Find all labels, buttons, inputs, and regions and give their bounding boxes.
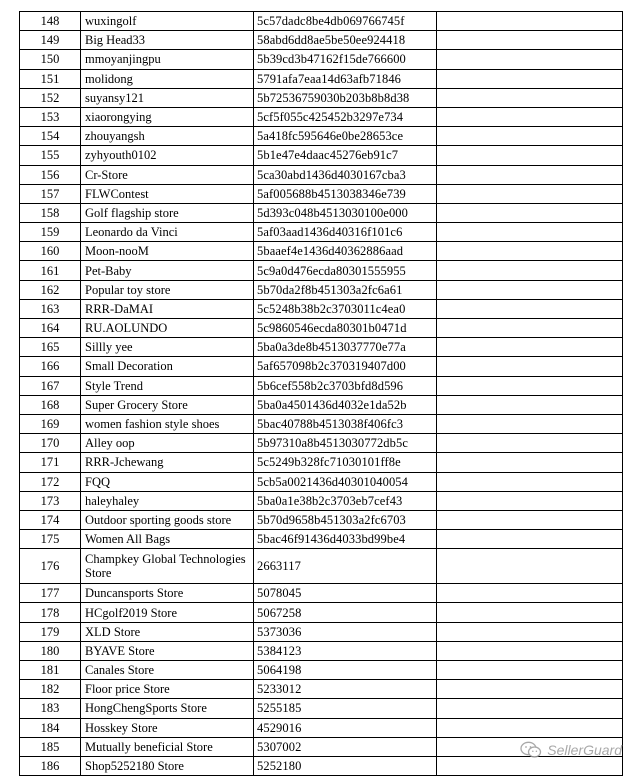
empty-cell	[437, 661, 623, 680]
store-id: 5255185	[254, 699, 437, 718]
table-row	[20, 584, 623, 603]
store-name: Golf flagship store	[81, 203, 254, 222]
row-number: 160	[20, 242, 81, 261]
store-id: 5c5248b38b2c3703011c4ea0	[254, 299, 437, 318]
table-row	[20, 622, 623, 641]
store-id: 5307002	[254, 737, 437, 756]
empty-cell	[437, 338, 623, 357]
table-row	[20, 756, 623, 775]
store-id: 5ba0a4501436d4032e1da52b	[254, 395, 437, 414]
row-number: 185	[20, 737, 81, 756]
store-id: 5b72536759030b203b8b8d38	[254, 88, 437, 107]
store-id: 58abd6dd8ae5be50ee924418	[254, 31, 437, 50]
store-id: 5c5249b328fc71030101ff8e	[254, 453, 437, 472]
store-name: Leonardo da Vinci	[81, 223, 254, 242]
table-row	[20, 12, 623, 31]
row-number: 168	[20, 395, 81, 414]
store-id: 5af657098b2c370319407d00	[254, 357, 437, 376]
empty-cell	[437, 184, 623, 203]
empty-cell	[437, 718, 623, 737]
row-number: 158	[20, 203, 81, 222]
table-row	[20, 641, 623, 660]
row-number: 176	[20, 549, 81, 584]
store-id: 5a418fc595646e0be28653ce	[254, 127, 437, 146]
row-number: 178	[20, 603, 81, 622]
row-number: 170	[20, 434, 81, 453]
empty-cell	[437, 88, 623, 107]
empty-cell	[437, 453, 623, 472]
row-number: 180	[20, 641, 81, 660]
store-name: zyhyouth0102	[81, 146, 254, 165]
empty-cell	[437, 50, 623, 69]
empty-cell	[437, 12, 623, 31]
store-name: FQQ	[81, 472, 254, 491]
table-row	[20, 261, 623, 280]
empty-cell	[437, 622, 623, 641]
store-id: 5233012	[254, 680, 437, 699]
empty-cell	[437, 146, 623, 165]
store-name: HongChengSports Store	[81, 699, 254, 718]
empty-cell	[437, 395, 623, 414]
empty-cell	[437, 376, 623, 395]
table-row	[20, 549, 623, 584]
row-number: 184	[20, 718, 81, 737]
store-name: Big Head33	[81, 31, 254, 50]
store-table-body	[20, 12, 623, 776]
store-name: Super Grocery Store	[81, 395, 254, 414]
table-row	[20, 510, 623, 529]
store-id: 5b6cef558b2c3703bfd8d596	[254, 376, 437, 395]
table-row	[20, 184, 623, 203]
empty-cell	[437, 603, 623, 622]
store-id: 2663117	[254, 549, 437, 584]
store-name: Outdoor sporting goods store	[81, 510, 254, 529]
empty-cell	[437, 414, 623, 433]
table-row	[20, 69, 623, 88]
row-number: 169	[20, 414, 81, 433]
table-row	[20, 661, 623, 680]
watermark-text: SellerGuard	[547, 742, 622, 758]
row-number: 157	[20, 184, 81, 203]
empty-cell	[437, 434, 623, 453]
empty-cell	[437, 69, 623, 88]
store-name: Floor price Store	[81, 680, 254, 699]
row-number: 154	[20, 127, 81, 146]
store-id: 5b70d9658b451303a2fc6703	[254, 510, 437, 529]
table-row	[20, 453, 623, 472]
table-row	[20, 376, 623, 395]
table-row	[20, 146, 623, 165]
row-number: 167	[20, 376, 81, 395]
row-number: 179	[20, 622, 81, 641]
table-row	[20, 699, 623, 718]
store-id: 5af005688b4513038346e739	[254, 184, 437, 203]
store-id: 5384123	[254, 641, 437, 660]
store-name: molidong	[81, 69, 254, 88]
table-row	[20, 491, 623, 510]
watermark	[520, 741, 622, 759]
row-number: 181	[20, 661, 81, 680]
store-name: BYAVE Store	[81, 641, 254, 660]
store-name: XLD Store	[81, 622, 254, 641]
table-row	[20, 242, 623, 261]
store-id: 5373036	[254, 622, 437, 641]
table-row	[20, 165, 623, 184]
row-number: 174	[20, 510, 81, 529]
table-row	[20, 718, 623, 737]
empty-cell	[437, 549, 623, 584]
store-id: 5064198	[254, 661, 437, 680]
store-name: Champkey Global Technologies Store	[81, 549, 254, 584]
store-name: Duncansports Store	[81, 584, 254, 603]
store-name: HCgolf2019 Store	[81, 603, 254, 622]
empty-cell	[437, 472, 623, 491]
store-name: RRR-Jchewang	[81, 453, 254, 472]
table-row	[20, 88, 623, 107]
empty-cell	[437, 280, 623, 299]
store-id: 5252180	[254, 756, 437, 775]
empty-cell	[437, 165, 623, 184]
store-name: Moon-nooM	[81, 242, 254, 261]
store-name: xiaorongying	[81, 107, 254, 126]
store-name: Pet-Baby	[81, 261, 254, 280]
row-number: 175	[20, 530, 81, 549]
store-name: wuxingolf	[81, 12, 254, 31]
row-number: 161	[20, 261, 81, 280]
empty-cell	[437, 319, 623, 338]
empty-cell	[437, 299, 623, 318]
empty-cell	[437, 242, 623, 261]
row-number: 177	[20, 584, 81, 603]
empty-cell	[437, 107, 623, 126]
store-id: 4529016	[254, 718, 437, 737]
store-name: Women All Bags	[81, 530, 254, 549]
empty-cell	[437, 357, 623, 376]
empty-cell	[437, 530, 623, 549]
table-row	[20, 127, 623, 146]
store-id: 5baaef4e1436d40362886aad	[254, 242, 437, 261]
row-number: 148	[20, 12, 81, 31]
empty-cell	[437, 223, 623, 242]
table-row	[20, 395, 623, 414]
store-id: 5d393c048b4513030100e000	[254, 203, 437, 222]
store-name: haleyhaley	[81, 491, 254, 510]
store-id: 5c9860546ecda80301b0471d	[254, 319, 437, 338]
store-name: Popular toy store	[81, 280, 254, 299]
empty-cell	[437, 756, 623, 775]
empty-cell	[437, 584, 623, 603]
store-id: 5078045	[254, 584, 437, 603]
table-row	[20, 280, 623, 299]
store-id: 5c9a0d476ecda80301555955	[254, 261, 437, 280]
table-row	[20, 319, 623, 338]
store-id: 5b70da2f8b451303a2fc6a61	[254, 280, 437, 299]
row-number: 163	[20, 299, 81, 318]
table-row	[20, 414, 623, 433]
row-number: 183	[20, 699, 81, 718]
store-id: 5ba0a1e38b2c3703eb7cef43	[254, 491, 437, 510]
store-name: Cr-Store	[81, 165, 254, 184]
empty-cell	[437, 680, 623, 699]
store-id: 5791afa7eaa14d63afb71846	[254, 69, 437, 88]
row-number: 155	[20, 146, 81, 165]
store-id: 5067258	[254, 603, 437, 622]
table-row	[20, 530, 623, 549]
store-name: Canales Store	[81, 661, 254, 680]
empty-cell	[437, 203, 623, 222]
row-number: 182	[20, 680, 81, 699]
row-number: 165	[20, 338, 81, 357]
store-name: suyansy121	[81, 88, 254, 107]
row-number: 151	[20, 69, 81, 88]
empty-cell	[437, 127, 623, 146]
table-row	[20, 680, 623, 699]
store-name: Style Trend	[81, 376, 254, 395]
row-number: 166	[20, 357, 81, 376]
store-id: 5b39cd3b47162f15de766600	[254, 50, 437, 69]
row-number: 162	[20, 280, 81, 299]
empty-cell	[437, 261, 623, 280]
row-number: 171	[20, 453, 81, 472]
store-id: 5c57dadc8be4db069766745f	[254, 12, 437, 31]
empty-cell	[437, 31, 623, 50]
store-id: 5ca30abd1436d4030167cba3	[254, 165, 437, 184]
store-name: Shop5252180 Store	[81, 756, 254, 775]
row-number: 186	[20, 756, 81, 775]
table-row	[20, 50, 623, 69]
store-name: mmoyanjingpu	[81, 50, 254, 69]
row-number: 152	[20, 88, 81, 107]
store-name: women fashion style shoes	[81, 414, 254, 433]
row-number: 149	[20, 31, 81, 50]
row-number: 150	[20, 50, 81, 69]
store-name: Hosskey Store	[81, 718, 254, 737]
row-number: 172	[20, 472, 81, 491]
row-number: 156	[20, 165, 81, 184]
table-row	[20, 603, 623, 622]
store-name: zhouyangsh	[81, 127, 254, 146]
store-id: 5bac46f91436d4033bd99be4	[254, 530, 437, 549]
table-row	[20, 299, 623, 318]
table-row	[20, 31, 623, 50]
table-row	[20, 357, 623, 376]
store-id: 5b1e47e4daac45276eb91c7	[254, 146, 437, 165]
row-number: 153	[20, 107, 81, 126]
empty-cell	[437, 641, 623, 660]
store-id: 5ba0a3de8b4513037770e77a	[254, 338, 437, 357]
empty-cell	[437, 510, 623, 529]
store-name: FLWContest	[81, 184, 254, 203]
table-row	[20, 338, 623, 357]
table-row	[20, 203, 623, 222]
empty-cell	[437, 699, 623, 718]
table-row	[20, 107, 623, 126]
store-name: RRR-DaMAI	[81, 299, 254, 318]
store-id: 5af03aad1436d40316f101c6	[254, 223, 437, 242]
store-name: Sillly yee	[81, 338, 254, 357]
row-number: 173	[20, 491, 81, 510]
store-name: RU.AOLUNDO	[81, 319, 254, 338]
empty-cell	[437, 491, 623, 510]
row-number: 159	[20, 223, 81, 242]
table-row	[20, 434, 623, 453]
table-row	[20, 472, 623, 491]
row-number: 164	[20, 319, 81, 338]
store-name: Mutually beneficial Store	[81, 737, 254, 756]
store-table	[19, 11, 623, 776]
wechat-icon	[520, 741, 542, 759]
store-id: 5bac40788b4513038f406fc3	[254, 414, 437, 433]
store-id: 5cf5f055c425452b3297e734	[254, 107, 437, 126]
store-id: 5b97310a8b4513030772db5c	[254, 434, 437, 453]
store-name: Small Decoration	[81, 357, 254, 376]
table-row	[20, 223, 623, 242]
store-name: Alley oop	[81, 434, 254, 453]
store-id: 5cb5a0021436d40301040054	[254, 472, 437, 491]
